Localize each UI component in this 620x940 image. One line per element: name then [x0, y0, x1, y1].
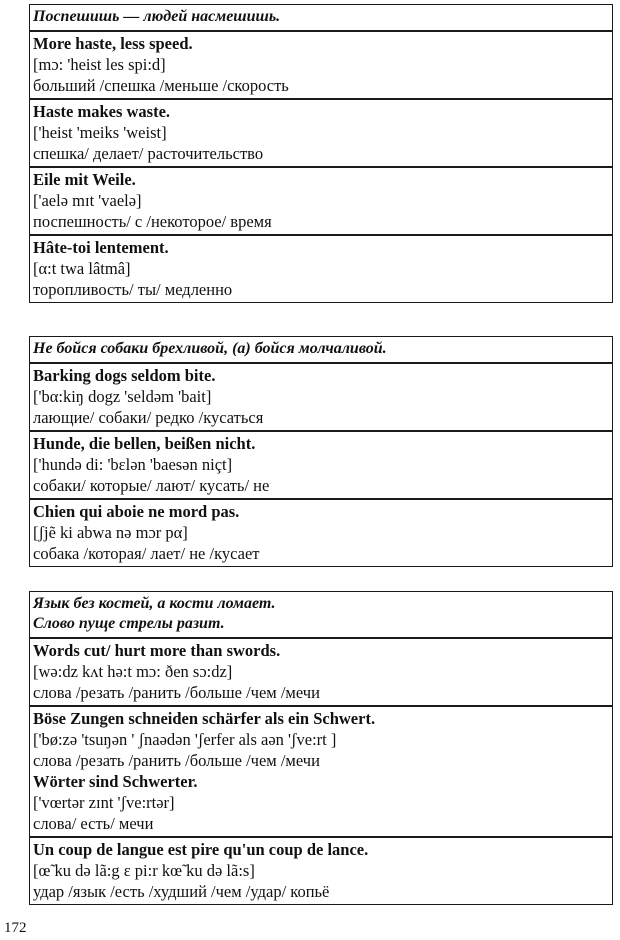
transcription-line: ['vœrtər zɪnt 'ʃve:rtər]	[33, 793, 175, 812]
transcription-line: ['bα:kiŋ dogz 'seldəm 'bait]	[33, 387, 212, 406]
phrase-line: Chien qui aboie ne mord pas.	[33, 502, 240, 521]
phrase-line: Eile mit Weile.	[33, 170, 136, 189]
gloss-line: торопливость/ ты/ медленно	[33, 280, 233, 299]
transcription-line: ['hundə di: 'bɛlən 'baesən niçt]	[33, 455, 233, 474]
phrase-line: Hunde, die bellen, beißen nicht.	[33, 434, 256, 453]
gloss-line: собака /которая/ лает/ не /кусает	[33, 544, 260, 563]
proverb-title	[30, 5, 612, 30]
proverb-title-line: Язык без костей, а кости ломает.	[33, 595, 276, 612]
gloss-line: слова/ есть/ мечи	[33, 814, 154, 833]
phrase-line: Böse Zungen schneiden schärfer als ein Schwert.	[33, 709, 376, 728]
translation-entry	[30, 705, 612, 836]
proverb-block-words	[29, 591, 613, 905]
phrase-line: Hâte-toi lentement.	[33, 238, 169, 257]
transcription-line: [mɔ: 'heist les spi:d]	[33, 55, 166, 74]
proverb-title	[30, 337, 612, 362]
phrase-line: Words cut/ hurt more than swords.	[33, 641, 281, 660]
proverb-block-dogs	[29, 336, 613, 567]
transcription-line: ['heist 'meiks 'weist]	[33, 123, 167, 142]
transcription-line: [wə:dz kʌt hə:t mɔ: ðen sɔ:dz]	[33, 662, 233, 681]
translation-entry	[30, 98, 612, 166]
transcription-line: [α:t twa lâtmâ]	[33, 259, 131, 278]
phrase-line: Wörter sind Schwerter.	[33, 772, 198, 791]
gloss-line: слова /резать /ранить /больше /чем /мечи	[33, 683, 320, 702]
transcription-line: [œ̃ ku də lã:g ε pi:r kœ̃ ku də lã:s]	[33, 861, 255, 880]
gloss-line: собаки/ которые/ лают/ кусать/ не	[33, 476, 270, 495]
translation-entry	[30, 234, 612, 302]
translation-entry	[30, 637, 612, 705]
translation-entry	[30, 430, 612, 498]
translation-entry	[30, 30, 612, 98]
proverb-title-line: Слово пуще стрелы разит.	[33, 615, 225, 632]
phrase-line: Haste makes waste.	[33, 102, 171, 121]
gloss-line: поспешность/ с /некоторое/ время	[33, 212, 272, 231]
gloss-line: больший /спешка /меньше /скорость	[33, 76, 289, 95]
gloss-line: спешка/ делает/ расточительство	[33, 144, 264, 163]
proverb-block-haste	[29, 4, 613, 303]
transcription-line: [ʃjẽ ki abwa nə mɔr pα]	[33, 523, 188, 542]
proverb-title-line: Поспешишь — людей насмешишь.	[33, 8, 281, 25]
translation-entry	[30, 836, 612, 904]
phrase-line: Barking dogs seldom bite.	[33, 366, 216, 385]
gloss-line: слова /резать /ранить /больше /чем /мечи	[33, 751, 320, 770]
gloss-line: лающие/ собаки/ редко /кусаться	[33, 408, 264, 427]
phrase-line: More haste, less speed.	[33, 34, 193, 53]
proverb-title	[30, 592, 612, 637]
proverb-title-line: Не бойся собаки брехливой, (а) бойся молчаливой.	[33, 340, 387, 357]
page-number: 172	[4, 920, 27, 936]
translation-entry	[30, 166, 612, 234]
transcription-line: ['bø:zə 'tsuŋən ' ʃnaədən 'ʃerfer als aən 'ʃve:rt ]	[33, 730, 337, 749]
phrase-line: Un coup de langue est pire qu'un coup de lance.	[33, 840, 369, 859]
transcription-line: ['aelə mɪt 'vaelə]	[33, 191, 142, 210]
translation-entry	[30, 362, 612, 430]
gloss-line: удар /язык /есть /худший /чем /удар/ копьё	[33, 882, 330, 901]
translation-entry	[30, 498, 612, 566]
